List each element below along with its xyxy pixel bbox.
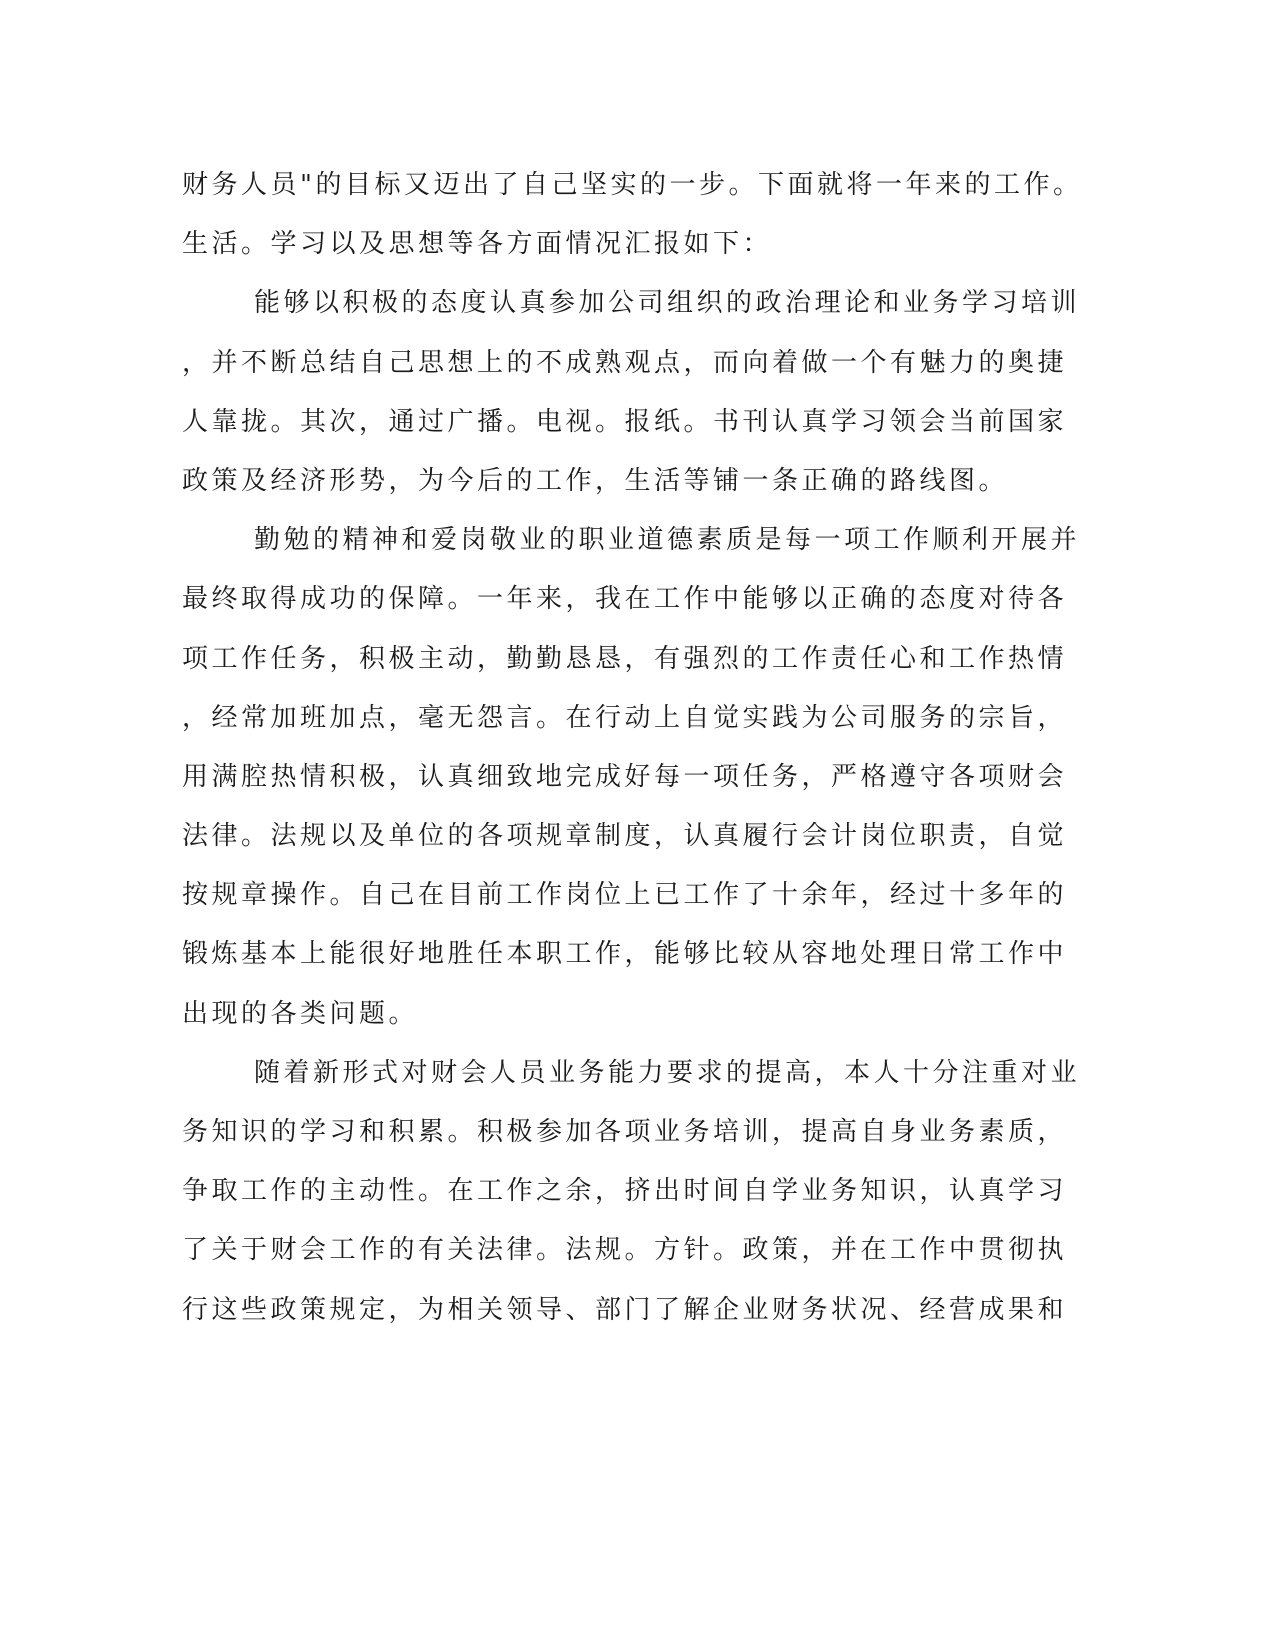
text-line: 项工作任务，积极主动，勤勤恳恳，有强烈的工作责任心和工作热情 (182, 643, 1068, 674)
text-line: 锻炼基本上能很好地胜任本职工作，能够比较从容地处理日常工作中 (182, 939, 1068, 970)
text-line: ，并不断总结自己思想上的不成熟观点，而向着做一个有魅力的奥捷 (182, 347, 1068, 378)
text-line: 人靠拢。其次，通过广播。电视。报纸。书刊认真学习领会当前国家 (182, 406, 1068, 437)
paragraph-start-line: 随着新形式对财会人员业务能力要求的提高，本人十分注重对业 (254, 1057, 1081, 1088)
text-line: 务知识的学习和积累。积极参加各项业务培训，提高自身业务素质， (182, 1117, 1068, 1147)
text-line: 法律。法规以及单位的各项规章制度，认真履行会计岗位职责，自觉 (182, 821, 1068, 852)
paragraph-start-line: 能够以积极的态度认真参加公司组织的政治理论和业务学习培训 (254, 288, 1081, 319)
text-line: 行这些政策规定，为相关领导、部门了解企业财务状况、经营成果和 (182, 1294, 1068, 1325)
text-line: 按规章操作。自己在目前工作岗位上已工作了十余年，经过十多年的 (182, 880, 1068, 911)
body-text (182, 156, 1083, 1340)
text-line: 出现的各类问题。 (182, 998, 419, 1029)
text-line: ，经常加班加点，毫无怨言。在行动上自觉实践为公司服务的宗旨， (182, 702, 1068, 733)
text-line: 争取工作的主动性。在工作之余，挤出时间自学业务知识，认真学习 (182, 1176, 1068, 1207)
text-line: 财务人员"的目标又迈出了自己坚实的一步。下面就将一年来的工作。 (182, 170, 1083, 200)
text-line: 最终取得成功的保障。一年来，我在工作中能够以正确的态度对待各 (182, 584, 1068, 615)
text-line: 用满腔热情积极，认真细致地完成好每一项任务，严格遵守各项财会 (182, 761, 1068, 792)
text-line: 政策及经济形势，为今后的工作，生活等铺一条正确的路线图。 (182, 465, 1009, 496)
paragraph-start-line: 勤勉的精神和爱岗敬业的职业道德素质是每一项工作顺利开展并 (254, 525, 1081, 556)
text-line: 了关于财会工作的有关法律。法规。方针。政策，并在工作中贯彻执 (182, 1235, 1068, 1266)
text-line: 生活。学习以及思想等各方面情况汇报如下： (182, 229, 773, 260)
